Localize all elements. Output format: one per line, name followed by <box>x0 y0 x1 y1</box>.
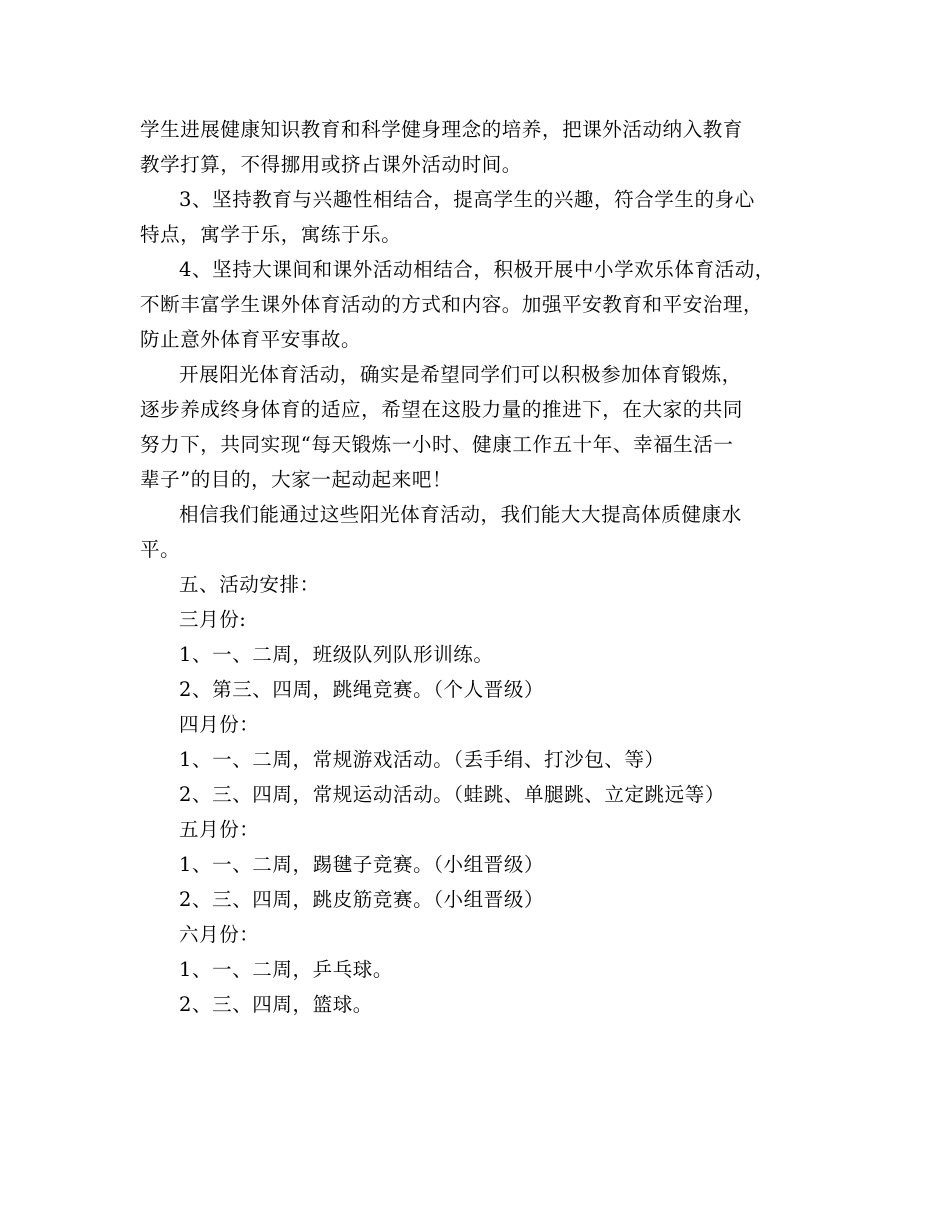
paragraph-point-3 <box>140 182 820 252</box>
text-line: 4、坚持大课间和课外活动相结合，积极开展中小学欢乐体育活动， <box>179 258 775 281</box>
month-label-may: 五月份： <box>179 818 260 841</box>
month-label-march: 三月份: <box>179 608 247 631</box>
text-line: 特点，寓学于乐，寓练于乐。 <box>140 223 402 246</box>
text-line: 开展阳光体育活动，确实是希望同学们可以积极参加体育锻炼， <box>179 363 742 386</box>
schedule-item: 1、一、二周，班级队列队形训练。 <box>179 643 494 666</box>
month-label-june: 六月份： <box>179 923 260 946</box>
document-body <box>140 112 820 1022</box>
text-line: 防止意外体育平安事故。 <box>140 328 362 351</box>
text-line: 逐步养成终身体育的适应，希望在这股力量的推进下，在大家的共同 <box>140 398 744 421</box>
paragraph-point-4 <box>140 252 820 357</box>
schedule-item: 1、一、二周，乒乓球。 <box>179 958 394 981</box>
schedule-item: 1、一、二周，常规游戏活动。（丢手绢、打沙包、等） <box>179 748 665 771</box>
month-label-april: 四月份： <box>179 713 260 736</box>
schedule-item: 2、第三、四周，跳绳竞赛。（个人晋级） <box>179 678 545 701</box>
schedule-item: 2、三、四周，跳皮筋竞赛。（小组晋级） <box>179 888 545 911</box>
text-line: 学生进展健康知识教育和科学健身理念的培养，把课外活动纳入教育 <box>140 118 744 141</box>
text-line: 相信我们能通过这些阳光体育活动，我们能大大提高体质健康水 <box>179 503 742 526</box>
text-line: 平。 <box>140 538 181 561</box>
schedule-item: 2、三、四周，常规运动活动。（蛙跳、单腿跳、立定跳远等） <box>179 783 725 806</box>
schedule-item: 2、三、四周，篮球。 <box>179 993 373 1016</box>
text-line: 3、坚持教育与兴趣性相结合，提高学生的兴趣，符合学生的身心 <box>179 188 755 211</box>
schedule-item: 1、一、二周，踢毽子竞赛。（小组晋级） <box>179 853 545 876</box>
paragraph-health-level <box>140 497 820 567</box>
schedule-heading: 五、活动安排： <box>179 573 320 596</box>
activity-schedule <box>140 567 820 1022</box>
text-line: 辈子”的目的，大家一起动起来吧！ <box>140 468 453 491</box>
text-line: 教学打算，不得挪用或挤占课外活动时间。 <box>140 153 522 176</box>
text-line: 不断丰富学生课外体育活动的方式和内容。加强平安教育和平安治理， <box>140 293 764 316</box>
text-line: 努力下，共同实现“每天锻炼一小时、健康工作五十年、幸福生活一 <box>140 433 734 456</box>
paragraph-sunshine-sports <box>140 357 820 497</box>
paragraph-health-education <box>140 112 820 182</box>
